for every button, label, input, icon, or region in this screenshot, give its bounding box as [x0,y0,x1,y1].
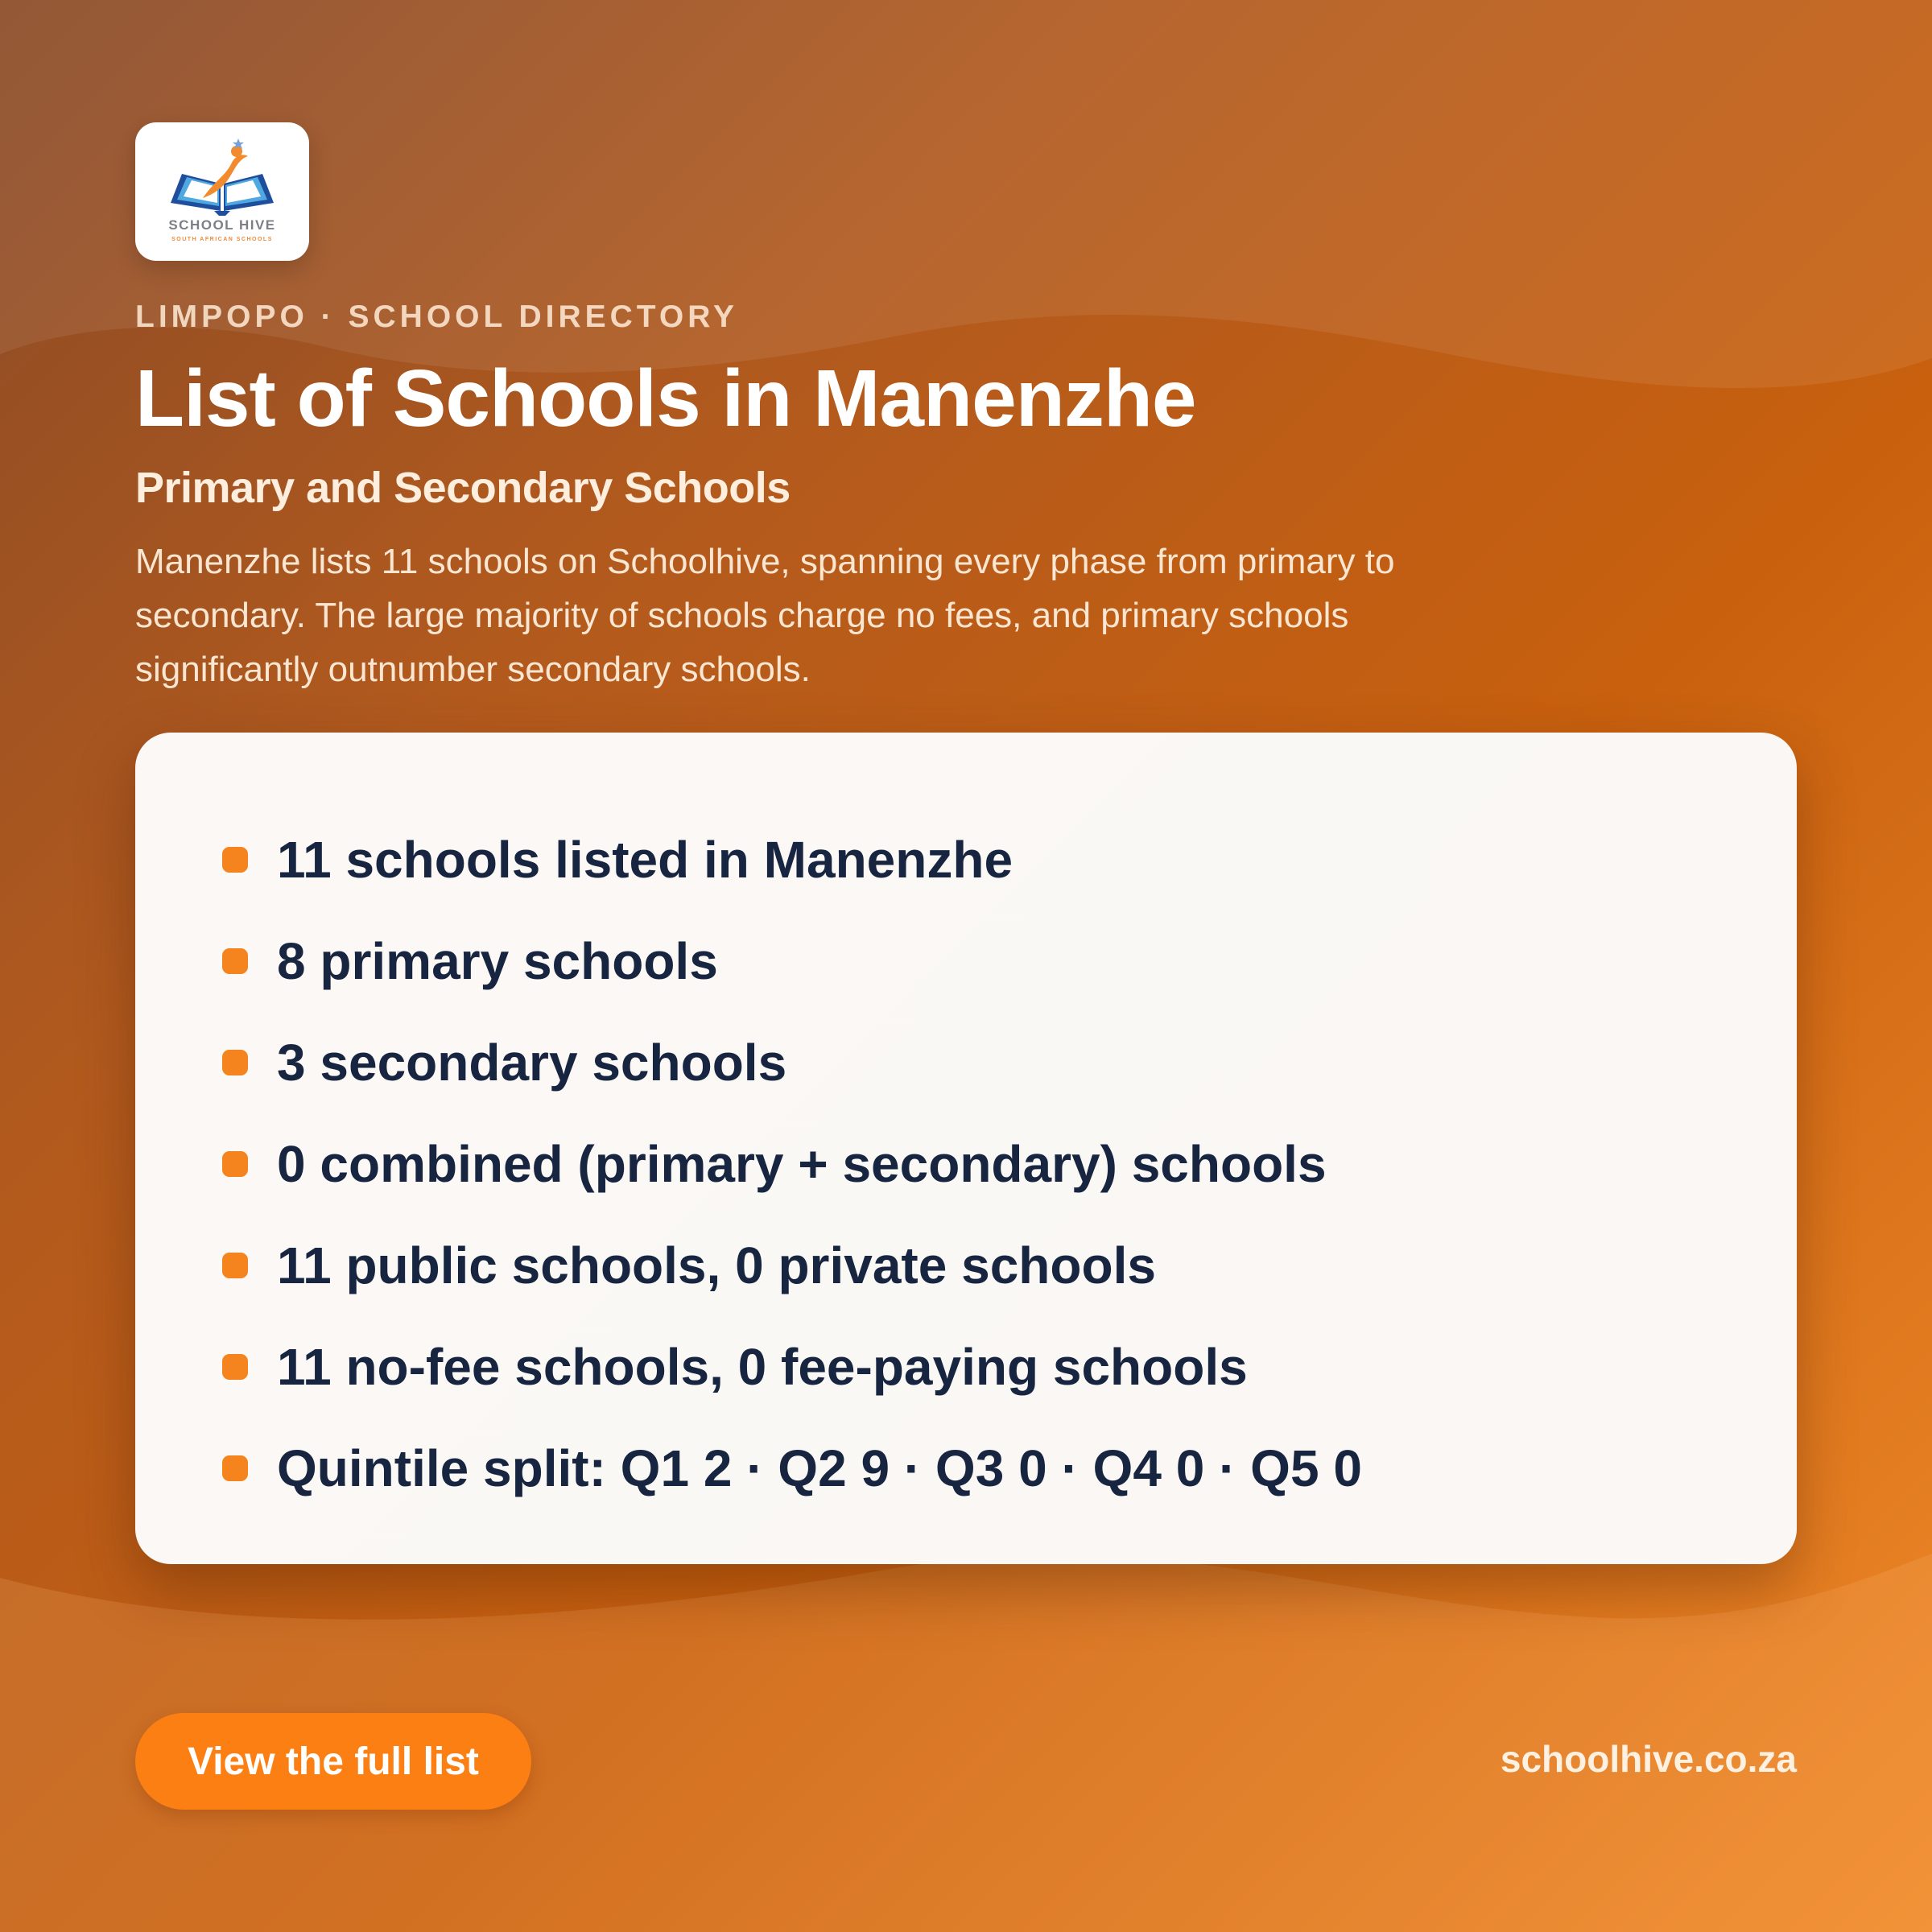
fact-item [222,910,1362,1012]
view-full-list-button[interactable]: View the full list [135,1713,531,1810]
facts-list [222,809,1362,1519]
logo-tagline: SOUTH AFRICAN SCHOOLS [171,237,273,242]
fact-text: 11 schools listed in Manenzhe [277,831,1013,889]
page-title: List of Schools in Manenzhe [135,353,1196,444]
site-url: schoolhive.co.za [1500,1738,1797,1780]
page-description: Manenzhe lists 11 schools on Schoolhive, spanning every phase from primary to secondary. The large majority of schools charge no fees, and primary schools significantly outnumber secondary schools. [135,542,1395,689]
fact-text: 0 combined (primary + secondary) schools [277,1135,1327,1193]
fact-text: Quintile split: Q1 2 · Q2 9 · Q3 0 · Q4 0 · Q5 0 [277,1439,1362,1497]
bullet-icon [222,1151,248,1177]
bullet-icon [222,1253,248,1278]
school-hive-logo [135,122,309,261]
facts-card [135,733,1797,1564]
fact-text: 11 no-fee schools, 0 fee-paying schools [277,1338,1248,1396]
logo-wordmark: SCHOOL HIVE [168,217,276,233]
fact-item [222,1215,1362,1316]
section-kicker: LIMPOPO · SCHOOL DIRECTORY [135,299,738,334]
open-book-icon [155,132,290,221]
fact-item [222,809,1362,910]
bullet-icon [222,948,248,974]
fact-item [222,1316,1362,1418]
fact-item [222,1418,1362,1519]
fact-text: 8 primary schools [277,932,718,990]
fact-item [222,1012,1362,1113]
bullet-icon [222,1050,248,1075]
fact-item [222,1113,1362,1215]
fact-text: 11 public schools, 0 private schools [277,1236,1156,1294]
page-subtitle: Primary and Secondary Schools [135,464,791,512]
bullet-icon [222,847,248,873]
bullet-icon [222,1455,248,1481]
bullet-icon [222,1354,248,1380]
fact-text: 3 secondary schools [277,1034,787,1092]
